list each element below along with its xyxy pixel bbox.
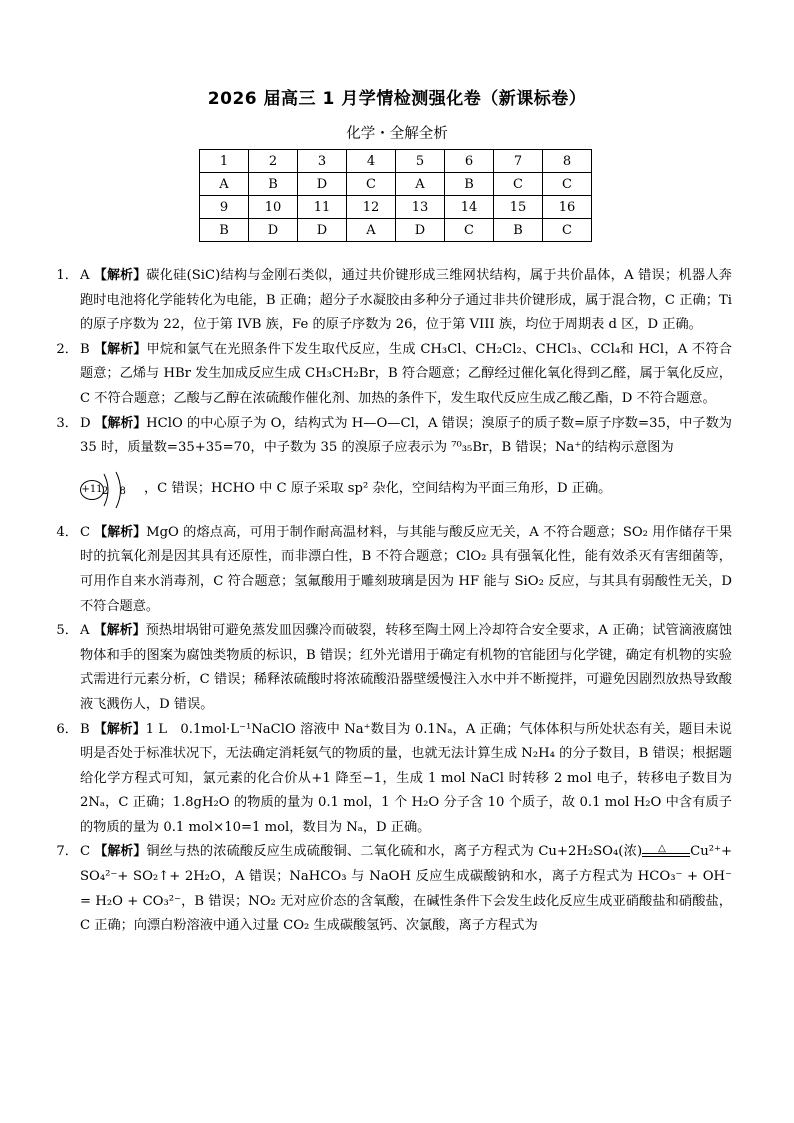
solutions-body <box>56 264 733 939</box>
item-text: 1 L 0.1mol·L⁻¹NaClO 溶液中 Na⁺数目为 0.1Nₐ，A 正确；气体体积与所处状态有关，题目未说明是否处于标准状况下，无法确定消耗氨气的物质的量，也就无法计算生成 N₂H₄ 的分子数目，B 错误；根据题给化学方程式可知，氯元素的化合价从+1 降至−1，生成 1 mol NaCl 时转移 2 mol 电子，转移电子数目为 2Nₐ，C 正确；1.8gH₂O 的物质的量为 0.1 mol，1 个 H₂O 分子含 10 个质子，故 0.1 mol H₂O 中含有质子的物质的量为 0.1 mol×10=1 mol，数目为 Nₐ，D 正确。 <box>80 721 732 835</box>
table-cell: 3 <box>298 150 347 173</box>
table-cell: D <box>298 173 347 196</box>
table-row <box>200 196 592 219</box>
table-cell: 16 <box>543 196 592 219</box>
table-cell: 10 <box>249 196 298 219</box>
analysis-tag: 【解析】 <box>93 623 146 639</box>
table-cell: 7 <box>494 150 543 173</box>
item-number: 1． <box>56 268 78 283</box>
analysis-tag: 【解析】 <box>94 844 147 860</box>
table-cell: D <box>396 219 445 242</box>
item-text-continued: ，C 错误；HCHO 中 C 原子采取 sp² 杂化，空间结构为平面三角形，D 正确。 <box>144 481 612 497</box>
table-cell: 4 <box>347 150 396 173</box>
item-number: 2． <box>56 341 78 357</box>
table-cell: 8 <box>543 150 592 173</box>
table-cell: A <box>396 173 445 196</box>
item-answer: B <box>80 721 90 737</box>
heat-reaction-arrow <box>642 843 690 861</box>
table-cell: B <box>445 173 494 196</box>
solution-item-2 <box>56 338 732 412</box>
solution-item-5 <box>56 619 732 717</box>
na-ion-diagram <box>80 470 140 510</box>
table-cell: D <box>249 219 298 242</box>
item-text: 甲烷和氯气在光照条件下发生取代反应，生成 CH₃Cl、CH₂Cl₂、CHCl₃、CCl₄和 HCl，A 不符合题意；乙烯与 HBr 发生加成反应生成 CH₃CH₂Br，B 符合题意；乙醇经过催化氧化得到乙醛，属于氧化反应，C 不符合题意；乙酸与乙醇在浓硫酸作催化剂、加热的条件下，发生取代反应生成乙酸乙酯，D 不符合题意。 <box>80 341 732 406</box>
table-cell: 15 <box>494 196 543 219</box>
item-answer: A <box>80 268 90 283</box>
analysis-tag: 【解析】 <box>94 341 147 357</box>
item-text-continued: Cu²⁺+ SO₄²⁻+ SO₂↑+ 2H₂O，A 错误；NaHCO₃ 与 NaOH 反应生成碳酸钠和水，离子方程式为 HCO₃⁻ + OH⁻ = H₂O + CO₃²⁻，B 错误；NO₂ 无对应价态的含氧酸，在碱性条件下会发生歧化反应生成亚硝酸盐和硝酸盐，C 正确；向漂白粉溶液中通入过量 CO₂ 生成碳酸氢钙、次氯酸，离子方程式为 <box>80 844 733 934</box>
item-number: 3． <box>56 415 78 431</box>
table-cell: A <box>347 219 396 242</box>
table-cell: 11 <box>298 196 347 219</box>
page-subtitle: 化学・全解全析 <box>346 126 448 142</box>
solution-item-7 <box>56 840 733 938</box>
analysis-tag: 【解析】 <box>94 524 147 540</box>
item-text: 铜丝与热的浓硫酸反应生成硫酸铜、二氧化硫和水，离子方程式为 Cu+2H₂SO₄(浓) <box>146 844 643 860</box>
analysis-tag: 【解析】 <box>94 415 147 431</box>
table-cell: 5 <box>396 150 445 173</box>
shell-electrons: 2 8 <box>102 485 130 497</box>
table-cell: 13 <box>396 196 445 219</box>
item-answer: D <box>80 415 91 431</box>
heat-sign: △ <box>658 842 666 854</box>
analysis-tag: 【解析】 <box>94 268 147 283</box>
item-text: 预热坩埚钳可避免蒸发皿因骤冷而破裂，转移至陶土网上冷却符合安全要求，A 正确；试管滴液腐蚀物体和手的图案为腐蚀类物质的标识，B 错误；红外光谱用于确定有机物的官能团与化学键，确定有机物的实验式需进行元素分析，C 错误；稀释浓硫酸时将浓硫酸沿器壁缓慢注入水中并不断搅拌，可避免因剧烈放热导致酸液飞溅伤人，D 错误。 <box>80 623 732 712</box>
table-cell: B <box>249 173 298 196</box>
table-cell: D <box>298 219 347 242</box>
table-cell: 6 <box>445 150 494 173</box>
table-cell: C <box>543 219 592 242</box>
table-cell: C <box>445 219 494 242</box>
solution-item-4 <box>56 521 733 619</box>
table-cell: 1 <box>200 150 249 173</box>
table-cell: B <box>200 219 249 242</box>
solution-item-6 <box>56 718 732 841</box>
nucleus-circle: +11 <box>80 480 104 500</box>
table-cell: 2 <box>249 150 298 173</box>
table-cell: B <box>494 219 543 242</box>
answer-table <box>199 149 592 242</box>
table-cell: 12 <box>347 196 396 219</box>
item-number: 7． <box>56 844 78 860</box>
item-number: 6． <box>56 721 78 737</box>
item-answer: C <box>80 844 91 860</box>
item-text: MgO 的熔点高，可用于制作耐高温材料，与其能与酸反应无关，A 不符合题意；SO₂ 用作储存干果时的抗氧化剂是因其具有还原性，而非漂白性，B 不符合题意；ClO₂ 具有强氧化性，能有效杀灭有害细菌等，可用作自来水消毒剂，C 符合题意；氢氟酸用于雕刻玻璃是因为 HF 能与 SiO₂ 反应，与其具有弱酸性无关，D 不符合题意。 <box>80 524 733 614</box>
item-text: 碳化硅(SiC)结构与金刚石类似，通过共价键形成三维网状结构，属于共价晶体，A 错误；机器人奔跑时电池将化学能转化为电能，B 正确；超分子水凝胶由多种分子通过非共价键形成，属于混合物，C 正确；Ti 的原子序数为 22，位于第 IVB 族，Fe 的原子序数为 26，位于第 VIII 族，均位于周期表 d 区，D 正确。 <box>80 268 732 333</box>
solution-item-1 <box>56 264 732 338</box>
table-cell: A <box>200 173 249 196</box>
item-number: 5． <box>56 623 78 639</box>
table-row <box>200 173 592 196</box>
table-row <box>200 150 592 173</box>
table-cell: C <box>494 173 543 196</box>
item-number: 4． <box>56 524 78 540</box>
item-answer: B <box>80 341 90 357</box>
table-cell: 14 <box>445 196 494 219</box>
item-answer: C <box>80 524 91 540</box>
item-text: HClO 的中心原子为 O，结构式为 H—O—Cl，A 错误；溴原子的质子数=原子序数=35，中子数为 35 时，质量数=35+35=70，中子数为 35 的溴原子应表示为 ⁷⁰₃₅Br，B 错误；Na⁺的结构示意图为 <box>80 415 732 456</box>
table-cell: 9 <box>200 196 249 219</box>
solution-item-3 <box>56 412 732 511</box>
table-cell: C <box>347 173 396 196</box>
table-row <box>200 219 592 242</box>
item-answer: A <box>80 623 90 639</box>
page-title: 2026 届高三 1 月学情检测强化卷（新课标卷） <box>207 89 587 109</box>
table-cell: C <box>543 173 592 196</box>
na-structure-line <box>80 469 732 511</box>
analysis-tag: 【解析】 <box>94 721 146 737</box>
